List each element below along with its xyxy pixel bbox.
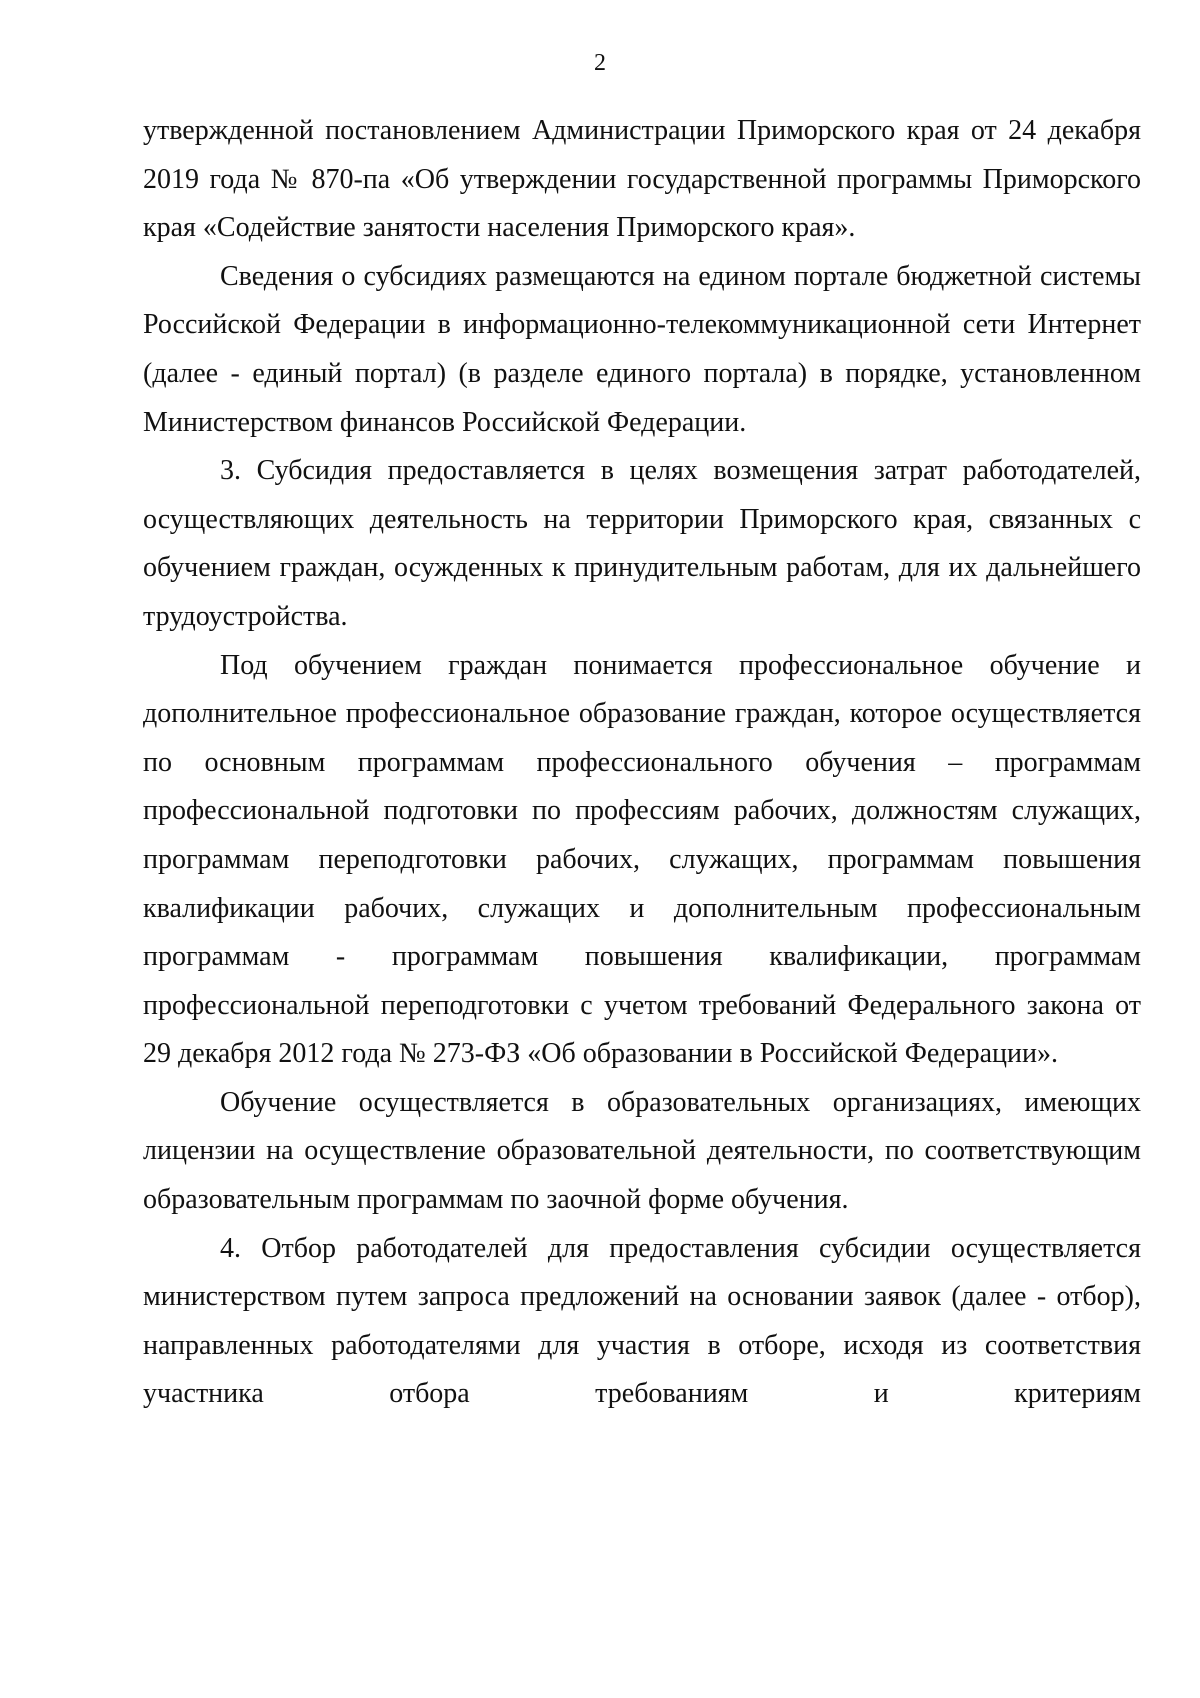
page-number: 2 bbox=[594, 50, 606, 76]
paragraph-subsidy-purpose: 3. Субсидия предоставляется в целях возмещения затрат работодателей, осуществляющих деятельность на территории Приморского края, связанных с обучением граждан, осужденных к принудительным работам, для их дальнейшего трудоустройства. bbox=[143, 455, 1141, 632]
paragraph-subsidy-info: Сведения о субсидиях размещаются на едином портале бюджетной системы Российской Федерации в информационно-телекоммуникационной сети Интернет (далее - единый портал) (в разделе единого портала) в порядке, установленном Министерством финансов Российской Федерации. bbox=[143, 260, 1141, 438]
paragraph-program-reference: утвержденной постановлением Администрации Приморского края от 24 декабря 2019 года № 870-па «Об утверждении государственной программы Приморского края «Содействие занятости населения Приморского края». bbox=[143, 115, 1141, 244]
paragraph-training-definition: Под обучением граждан понимается профессиональное обучение и дополнительное профессиональное образование граждан, которое осуществляется по основным программам профессионального обучения – программам профессиональной подготовки по профессиям рабочих, должностям служащих, программам переподготовки рабочих, служащих, программам повышения квалификации рабочих, служащих и дополнительным профессиональным программам - программам повышения квалификации, программам профессиональной переподготовки с учетом требований Федерального закона от 29 декабря 2012 года № 273-ФЗ «Об образовании в Российской Федерации». bbox=[143, 649, 1141, 1070]
paragraph-employer-selection: 4. Отбор работодателей для предоставления субсидии осуществляется министерством путем запроса предложений на основании заявок (далее - отбор), направленных работодателями для участия в отборе, исходя из соответствия участника отбора требованиям и критериям bbox=[143, 1232, 1141, 1410]
document-body bbox=[143, 107, 1141, 1419]
paragraph-training-organizations: Обучение осуществляется в образовательных организациях, имеющих лицензии на осуществление образовательной деятельности, по соответствующим образовательным программам по заочной форме обучения. bbox=[143, 1086, 1141, 1216]
